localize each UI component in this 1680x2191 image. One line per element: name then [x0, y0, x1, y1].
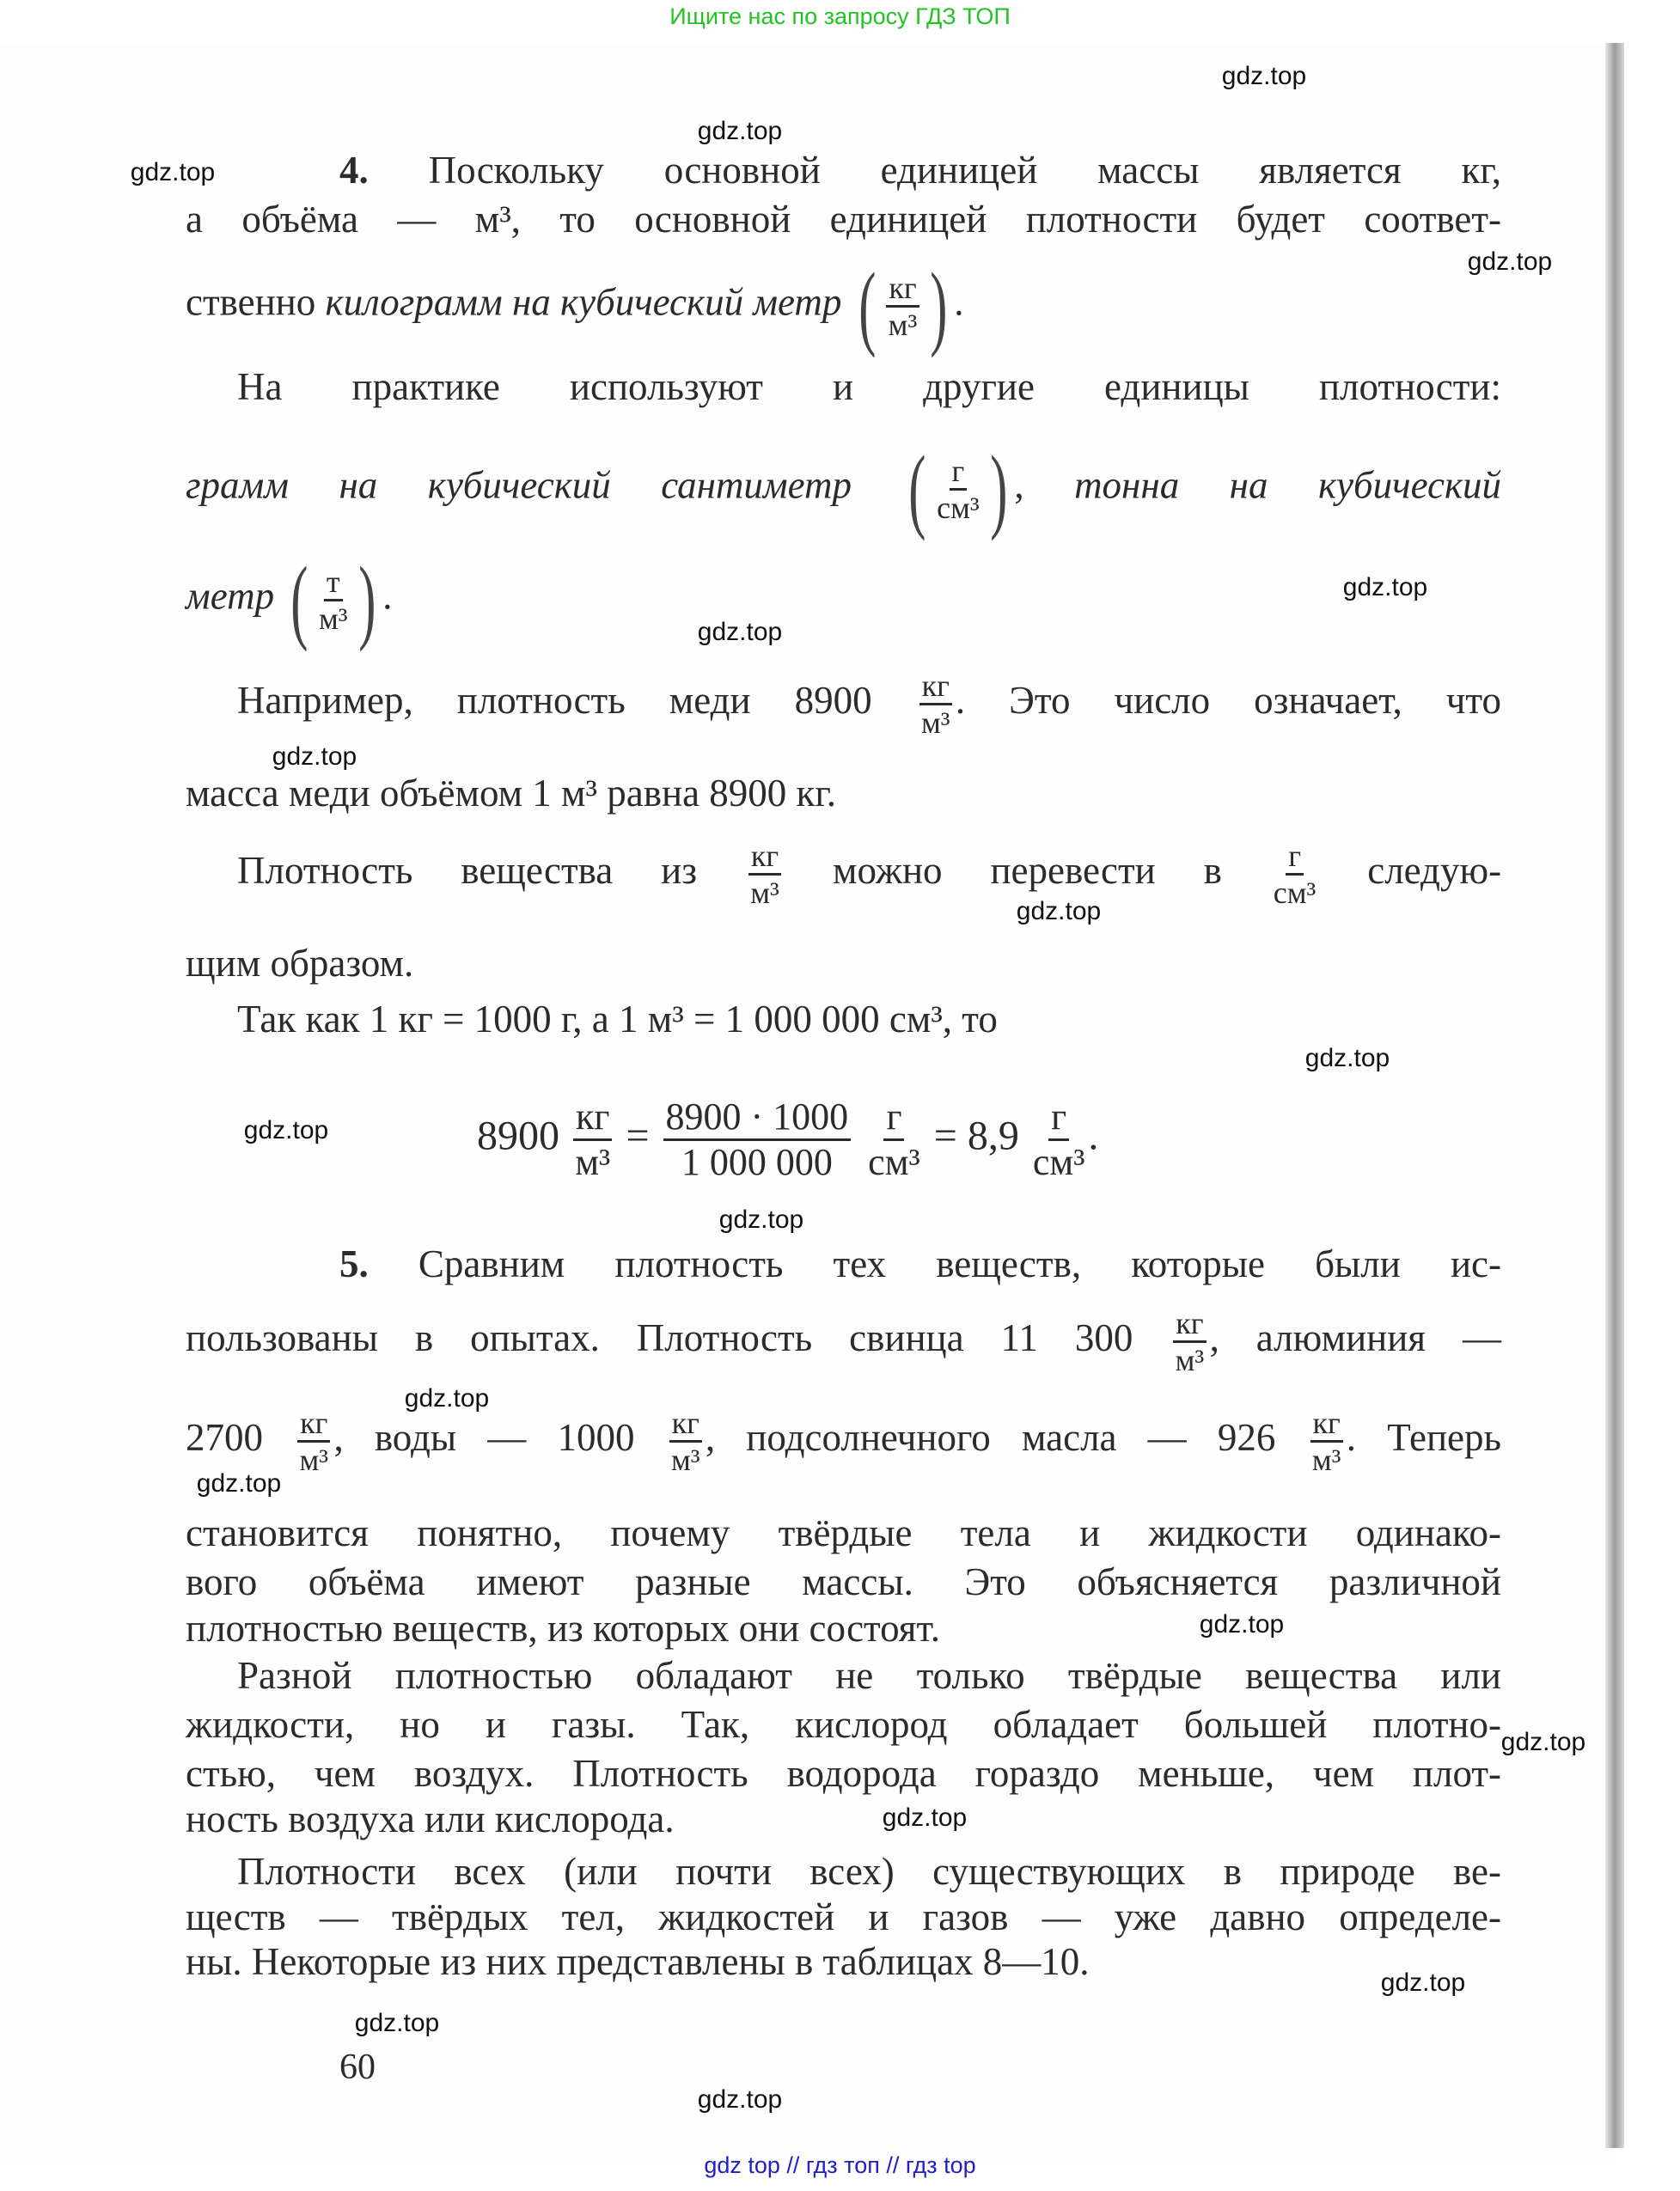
watermark: gdz.top	[697, 117, 783, 145]
denominator: м³	[1311, 1443, 1341, 1477]
numerator: кг	[886, 271, 919, 308]
text-segment: стью, чем воздух. Плотность водорода гораздо меньше, чем плот-	[186, 1752, 1501, 1795]
text-segment: ственно	[186, 280, 326, 324]
watermark: gdz.top	[718, 1205, 804, 1234]
text-line	[186, 763, 1501, 823]
section-number: 5.	[339, 1242, 369, 1285]
watermark: gdz.top	[404, 1384, 490, 1413]
numerator: г	[1048, 1096, 1069, 1141]
numerator: кг	[748, 839, 781, 876]
text-line	[186, 253, 1501, 358]
fraction-t-m3	[319, 565, 348, 636]
denominator: см³	[868, 1141, 920, 1183]
watermark: gdz.top	[354, 2009, 440, 2037]
text-segment: ность воздуха или кислорода.	[186, 1797, 675, 1840]
text-line	[186, 436, 1502, 541]
text-segment: ны. Некоторые из них представлены в таблицах 8—10.	[186, 1940, 1090, 1983]
paren: )	[989, 436, 1008, 541]
watermark: gdz.top	[882, 1803, 968, 1832]
denominator: м³	[920, 705, 950, 740]
fraction-kg-m3	[1310, 1406, 1343, 1477]
punct: .	[954, 280, 964, 324]
italic-term: грамм на кубический сантиметр	[186, 463, 852, 507]
watermark: gdz.top	[196, 1469, 282, 1498]
text-segment: вого объёма имеют разные массы. Это объясняется различной	[186, 1560, 1501, 1603]
text-line	[186, 1932, 1501, 1992]
numerator: г	[950, 454, 968, 491]
paren: )	[357, 547, 376, 652]
paren: (	[908, 436, 926, 541]
watermark: gdz.top	[272, 742, 357, 771]
watermark: gdz.top	[1016, 897, 1102, 925]
fraction-kg-m3	[573, 1096, 612, 1184]
denominator: м³	[670, 1443, 700, 1477]
page-number: 60	[339, 2048, 376, 2087]
text-segment: Плотности всех (или почти всех) существующих в природе ве-	[237, 1850, 1501, 1893]
fraction-kg-m3	[297, 1406, 330, 1477]
watermark: gdz.top	[1304, 1044, 1390, 1072]
watermark: gdz.top	[697, 618, 783, 646]
text-line	[186, 839, 1502, 910]
denominator: м³	[299, 1443, 329, 1477]
punct: .	[382, 574, 393, 618]
numerator: т	[324, 565, 343, 601]
watermark: gdz.top	[130, 158, 216, 186]
text-segment: Сравним плотность тех веществ, которые были ис-	[368, 1242, 1501, 1285]
text-segment: . Это число означает, что	[955, 678, 1501, 722]
text-line	[186, 1789, 1501, 1849]
paren: )	[929, 253, 947, 358]
watermark: gdz.top	[1221, 62, 1307, 90]
italic-term: метр	[186, 574, 275, 618]
page-binding-edge	[1605, 43, 1624, 2148]
fraction-g-cm3	[1033, 1096, 1085, 1184]
text-segment: становится понятно, почему твёрдые тела и жидкости одинако-	[186, 1511, 1501, 1554]
fraction-kg-m3	[669, 1406, 702, 1477]
denominator: м³	[1175, 1343, 1205, 1377]
text-segment: ществ — твёрдых тел, жидкостей и газов — уже давно определе-	[186, 1895, 1501, 1938]
equals: =	[626, 1113, 650, 1159]
text-segment: масса меди объёмом 1 м³ равна 8900 кг.	[186, 772, 837, 815]
paren: (	[290, 547, 309, 652]
text-segment: , воды — 1000	[333, 1415, 635, 1459]
fraction-kg-m3	[919, 668, 952, 740]
text-segment: Так как 1 кг = 1000 г, а 1 м³ = 1 000 000 см³, то	[237, 998, 998, 1041]
numerator: г	[1286, 839, 1304, 876]
fraction-numeric	[663, 1096, 852, 1184]
text-segment: щим образом.	[186, 942, 414, 985]
text-segment: а объёма — м³, то основной единицей плотности будет соответ-	[186, 198, 1501, 241]
header-ad-text[interactable]: Ищите нас по запросу ГДЗ ТОП	[669, 3, 1011, 29]
denominator: 1 000 000	[681, 1141, 833, 1183]
denominator: м³	[750, 876, 779, 910]
numerator: 8900 · 1000	[663, 1096, 852, 1141]
formula-value: 8900	[477, 1113, 559, 1159]
text-line	[186, 933, 1501, 993]
text-segment: Разной плотностью обладают не только твёрдые вещества или	[237, 1654, 1501, 1697]
numerator: кг	[919, 668, 952, 705]
fraction-kg-m3	[748, 839, 781, 910]
fraction-kg-m3	[1173, 1306, 1206, 1377]
text-segment: пользованы в опытах. Плотность свинца 11 300	[186, 1315, 1133, 1359]
numerator: кг	[297, 1406, 330, 1443]
watermark: gdz.top	[1500, 1728, 1586, 1756]
text-line	[186, 989, 1501, 1049]
italic-term: килограмм на кубический метр	[325, 280, 842, 324]
conversion-formula	[477, 1096, 1099, 1183]
text-line	[186, 1234, 1501, 1294]
text-segment: следую-	[1367, 848, 1502, 892]
text-line	[186, 1406, 1502, 1477]
punct: ,	[1014, 463, 1024, 507]
denominator: м³	[888, 307, 918, 342]
text-segment: , алюминия —	[1209, 1315, 1501, 1359]
fraction-g-cm3	[937, 454, 980, 525]
fraction-g-cm3	[868, 1096, 920, 1184]
denominator: см³	[1032, 1141, 1085, 1183]
text-line	[186, 189, 1501, 249]
formula-value: = 8,9	[933, 1113, 1019, 1159]
numerator: г	[883, 1096, 904, 1141]
text-segment: можно перевести в	[833, 848, 1222, 892]
denominator: м³	[575, 1141, 611, 1183]
text-segment: Поскольку основной единицей массы является кг,	[368, 149, 1501, 192]
italic-term: тонна на кубический	[1074, 463, 1502, 507]
watermark: gdz.top	[1342, 573, 1428, 601]
watermark: gdz.top	[1380, 1968, 1466, 1997]
denominator: см³	[937, 490, 980, 525]
text-segment: Плотность вещества из	[237, 848, 697, 892]
text-line	[186, 357, 1501, 417]
text-line	[186, 668, 1501, 740]
watermark: gdz.top	[243, 1116, 329, 1144]
fraction-g-cm3	[1274, 839, 1317, 910]
section-number: 4.	[339, 149, 369, 192]
denominator: м³	[319, 601, 348, 636]
numerator: кг	[1173, 1306, 1206, 1343]
watermark: gdz.top	[697, 2085, 783, 2114]
text-segment: жидкости, но и газы. Так, кислород обладает большей плотно-	[186, 1703, 1501, 1746]
denominator: см³	[1273, 876, 1317, 910]
fraction-kg-m3	[886, 271, 919, 342]
text-segment: плотностью веществ, из которых они состоят.	[186, 1607, 941, 1650]
text-segment: Например, плотность меди 8900	[237, 678, 872, 722]
watermark: gdz.top	[1199, 1610, 1285, 1639]
numerator: кг	[1310, 1406, 1343, 1443]
paren: (	[858, 253, 877, 358]
numerator: кг	[669, 1406, 702, 1443]
punct: .	[1088, 1113, 1099, 1159]
numerator: кг	[573, 1096, 612, 1141]
text-segment: 2700	[186, 1415, 263, 1459]
text-segment: . Теперь	[1346, 1415, 1502, 1459]
watermark: gdz.top	[1467, 247, 1553, 276]
footer-ad-links[interactable]: gdz top // гдз топ // гдз top	[704, 2152, 976, 2178]
text-segment: На практике используют и другие единицы плотности:	[237, 365, 1501, 408]
text-line	[186, 1306, 1501, 1377]
text-segment: , подсолнечного масла — 926	[705, 1415, 1276, 1459]
